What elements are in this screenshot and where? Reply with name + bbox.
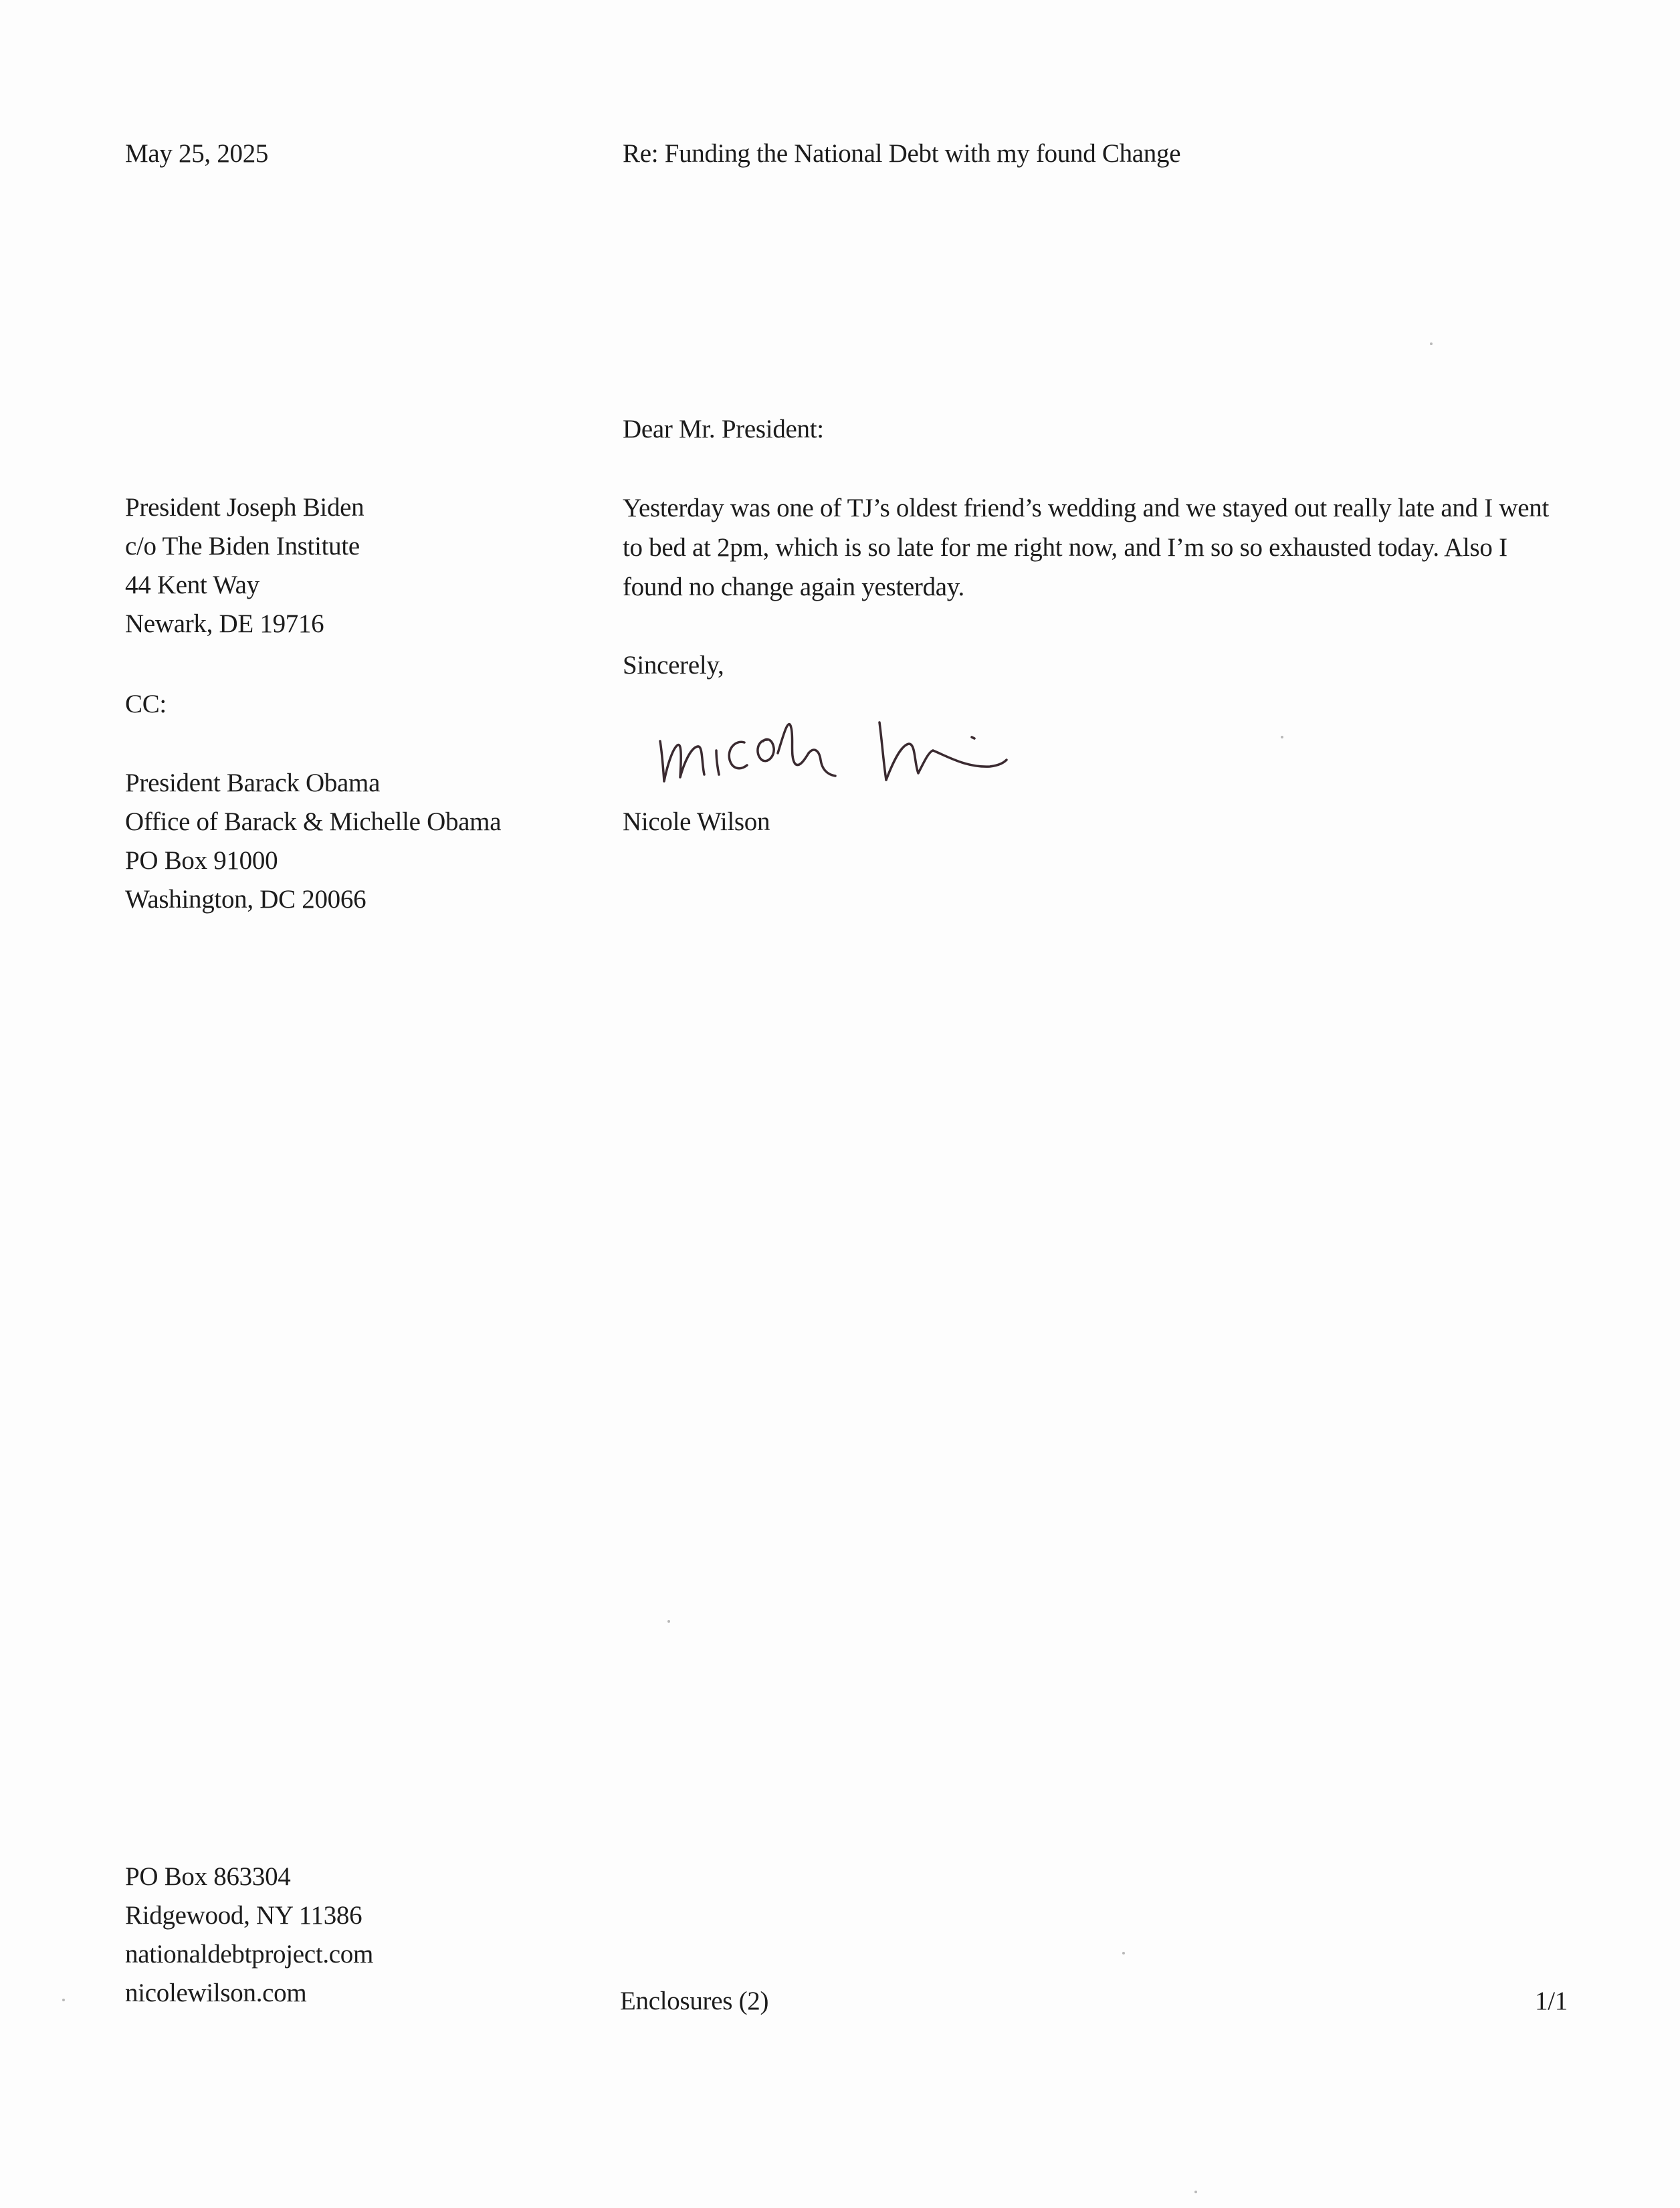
- cc-label: CC:: [125, 690, 167, 718]
- closing: Sincerely,: [623, 651, 724, 680]
- address-line: c/o The Biden Institute: [125, 532, 360, 561]
- signer-name: Nicole Wilson: [623, 807, 770, 836]
- address-line: Newark, DE 19716: [125, 609, 324, 638]
- sender-line: PO Box 863304: [125, 1862, 291, 1891]
- sender-line: Ridgewood, NY 11386: [125, 1901, 362, 1930]
- enclosures-note: Enclosures (2): [620, 1987, 769, 2015]
- address-line: PO Box 91000: [125, 846, 278, 875]
- recipient-address: [125, 488, 364, 643]
- address-line: 44 Kent Way: [125, 571, 259, 599]
- letter-body: Yesterday was one of TJ’s oldest friend’s wedding and we stayed out really late and I went to bed at 2pm, which is so late for me right now, and I’m so so exhausted today. Also I found no change again yesterday.: [623, 494, 1549, 601]
- sender-line: nationaldebtproject.com: [125, 1940, 374, 1969]
- letter-date: May 25, 2025: [125, 139, 269, 168]
- scan-speck: [1122, 1952, 1125, 1954]
- cc-recipient-address: [125, 764, 501, 919]
- address-line: President Joseph Biden: [125, 493, 364, 522]
- sender-address: [125, 1858, 373, 2013]
- address-line: Office of Barack & Michelle Obama: [125, 807, 502, 836]
- scan-speck: [1430, 342, 1433, 345]
- sender-line: nicolewilson.com: [125, 1979, 307, 2007]
- letter-subject: Re: Funding the National Debt with my found Change: [623, 139, 1181, 168]
- salutation: Dear Mr. President:: [623, 415, 824, 443]
- address-line: President Barack Obama: [125, 769, 381, 797]
- scan-speck: [1194, 2191, 1197, 2193]
- scan-speck: [62, 1999, 65, 2001]
- handwritten-signature: [652, 696, 1027, 796]
- scan-speck: [1281, 736, 1283, 738]
- scan-speck: [667, 1620, 670, 1623]
- page-number: 1/1: [1535, 1987, 1568, 2015]
- address-line: Washington, DC 20066: [125, 885, 366, 914]
